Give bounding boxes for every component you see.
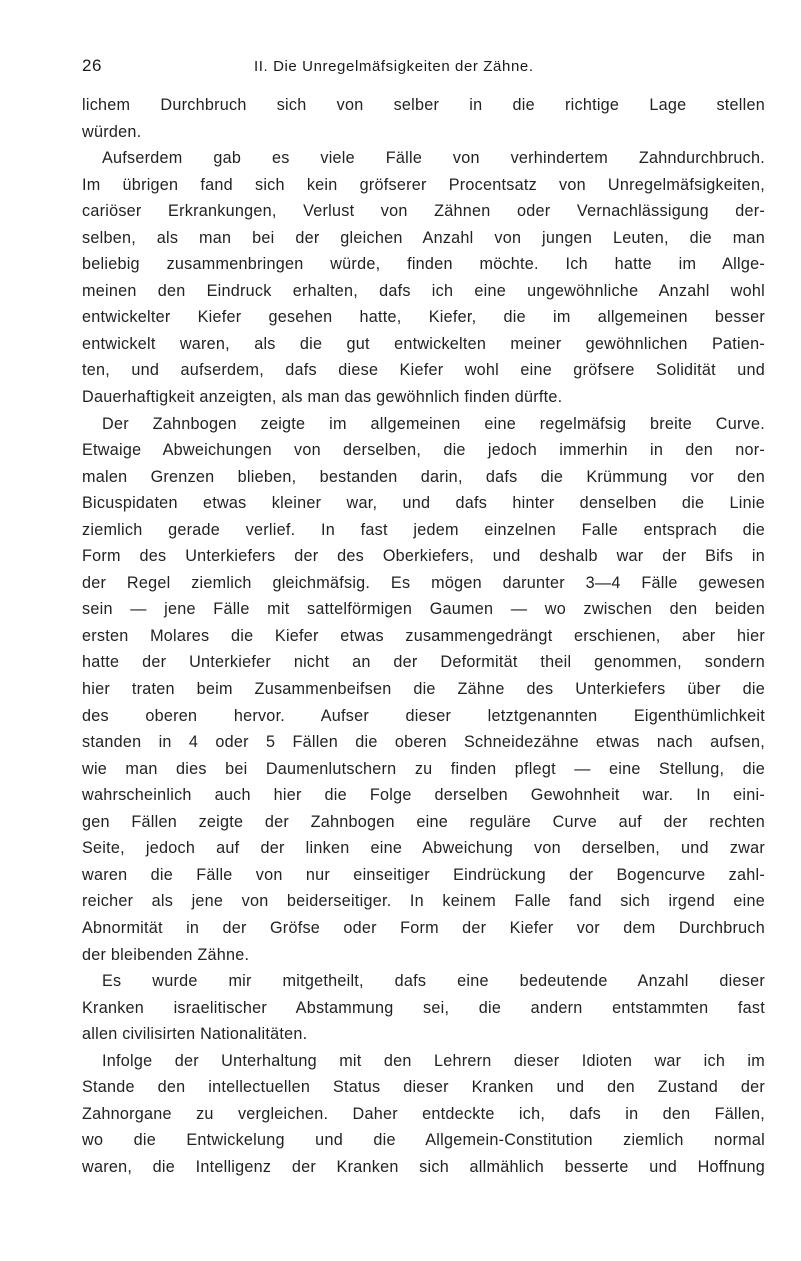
text-line: Seite, jedoch auf der linken eine Abweichung von derselben, und zwar (82, 839, 765, 858)
text-line: Im übrigen fand sich kein gröfserer Procentsatz von Unregelmäfsigkeiten, (82, 175, 765, 194)
text-line: Kranken israelitischer Abstammung sei, die andern entstammten fast (82, 998, 765, 1017)
text-line: wahrscheinlich auch hier die Folge derselben Gewohnheit war. In eini- (82, 786, 765, 805)
text-line: der Regel ziemlich gleichmäfsig. Es mögen darunter 3—4 Fälle gewesen (82, 573, 765, 592)
text-line: Bicuspidaten etwas kleiner war, und dafs hinter denselben die Linie (82, 494, 765, 513)
text-line: hier traten beim Zusammenbeifsen die Zähne des Unterkiefers über die (82, 680, 765, 699)
text-line: malen Grenzen blieben, bestanden darin, dafs die Krümmung vor den (82, 467, 765, 486)
text-line: Dauerhaftigkeit anzeigten, als man das gewöhnlich finden dürfte. (82, 388, 563, 407)
text-line: Etwaige Abweichungen von derselben, die jedoch immerhin in den nor- (82, 441, 765, 460)
text-line: allen civilisirten Nationalitäten. (82, 1025, 308, 1044)
text-line: Infolge der Unterhaltung mit den Lehrern dieser Idioten war ich im (102, 1051, 765, 1070)
text-line: waren die Fälle von nur einseitiger Eindrückung der Bogencurve zahl- (82, 865, 765, 884)
text-line: lichem Durchbruch sich von selber in die richtige Lage stellen (82, 96, 765, 114)
text-line: selben, als man bei der gleichen Anzahl von jungen Leuten, die man (82, 228, 765, 247)
text-line: wo die Entwickelung und die Allgemein-Constitution ziemlich normal (82, 1131, 765, 1150)
running-title: II. Die Unregelmäfsigkeiten der Zähne. (254, 58, 534, 75)
text-line: standen in 4 oder 5 Fällen die oberen Schneidezähne etwas nach aufsen, (82, 733, 765, 752)
text-line: Zahnorgane zu vergleichen. Daher entdeckte ich, dafs in den Fällen, (82, 1104, 765, 1123)
text-line: würden. (82, 122, 142, 141)
text-line: Der Zahnbogen zeigte im allgemeinen eine regelmäfsig breite Curve. (102, 414, 765, 433)
text-line: entwickelter Kiefer gesehen hatte, Kiefer, die im allgemeinen besser (82, 308, 765, 327)
text-line: hatte der Unterkiefer nicht an der Deformität theil genommen, sondern (82, 653, 765, 672)
text-line: Aufserdem gab es viele Fälle von verhindertem Zahndurchbruch. (102, 149, 765, 168)
text-line: beliebig zusammenbringen würde, finden möchte. Ich hatte im Allge- (82, 255, 765, 274)
text-line: Stande den intellectuellen Status dieser Kranken und den Zustand der (82, 1078, 765, 1097)
text-line: ersten Molares die Kiefer etwas zusammengedrängt erschienen, aber hier (82, 626, 765, 645)
text-line: Form des Unterkiefers der des Oberkiefers, und deshalb war der Bifs in (82, 547, 765, 566)
text-line: entwickelt waren, als die gut entwickelten meiner gewöhnlichen Patien- (82, 334, 765, 353)
running-head (82, 56, 762, 82)
text-line: des oberen hervor. Aufser dieser letztgenannten Eigenthümlichkeit (82, 706, 765, 725)
text-line: waren, die Intelligenz der Kranken sich allmählich besserte und Hoffnung (82, 1157, 765, 1176)
body-text (82, 92, 765, 1180)
text-line: gen Fällen zeigte der Zahnbogen eine reguläre Curve auf der rechten (82, 812, 765, 831)
text-line: reicher als jene von beiderseitiger. In keinem Falle fand sich irgend eine (82, 892, 765, 911)
text-line: wie man dies bei Daumenlutschern zu finden pflegt — eine Stellung, die (82, 759, 765, 778)
page-number: 26 (82, 56, 102, 75)
text-line: Abnormität in der Gröfse oder Form der Kiefer vor dem Durchbruch (82, 918, 765, 937)
text-line: Es wurde mir mitgetheilt, dafs eine bedeutende Anzahl dieser (102, 972, 765, 991)
text-line: meinen den Eindruck erhalten, dafs ich eine ungewöhnliche Anzahl wohl (82, 281, 765, 300)
text-line: cariöser Erkrankungen, Verlust von Zähnen oder Vernachlässigung der- (82, 202, 765, 221)
text-line: sein — jene Fälle mit sattelförmigen Gaumen — wo zwischen den beiden (82, 600, 765, 619)
text-line: der bleibenden Zähne. (82, 945, 250, 964)
text-line: ten, und aufserdem, dafs diese Kiefer wohl eine gröfsere Solidität und (82, 361, 765, 380)
text-line: ziemlich gerade verlief. In fast jedem einzelnen Falle entsprach die (82, 520, 765, 539)
